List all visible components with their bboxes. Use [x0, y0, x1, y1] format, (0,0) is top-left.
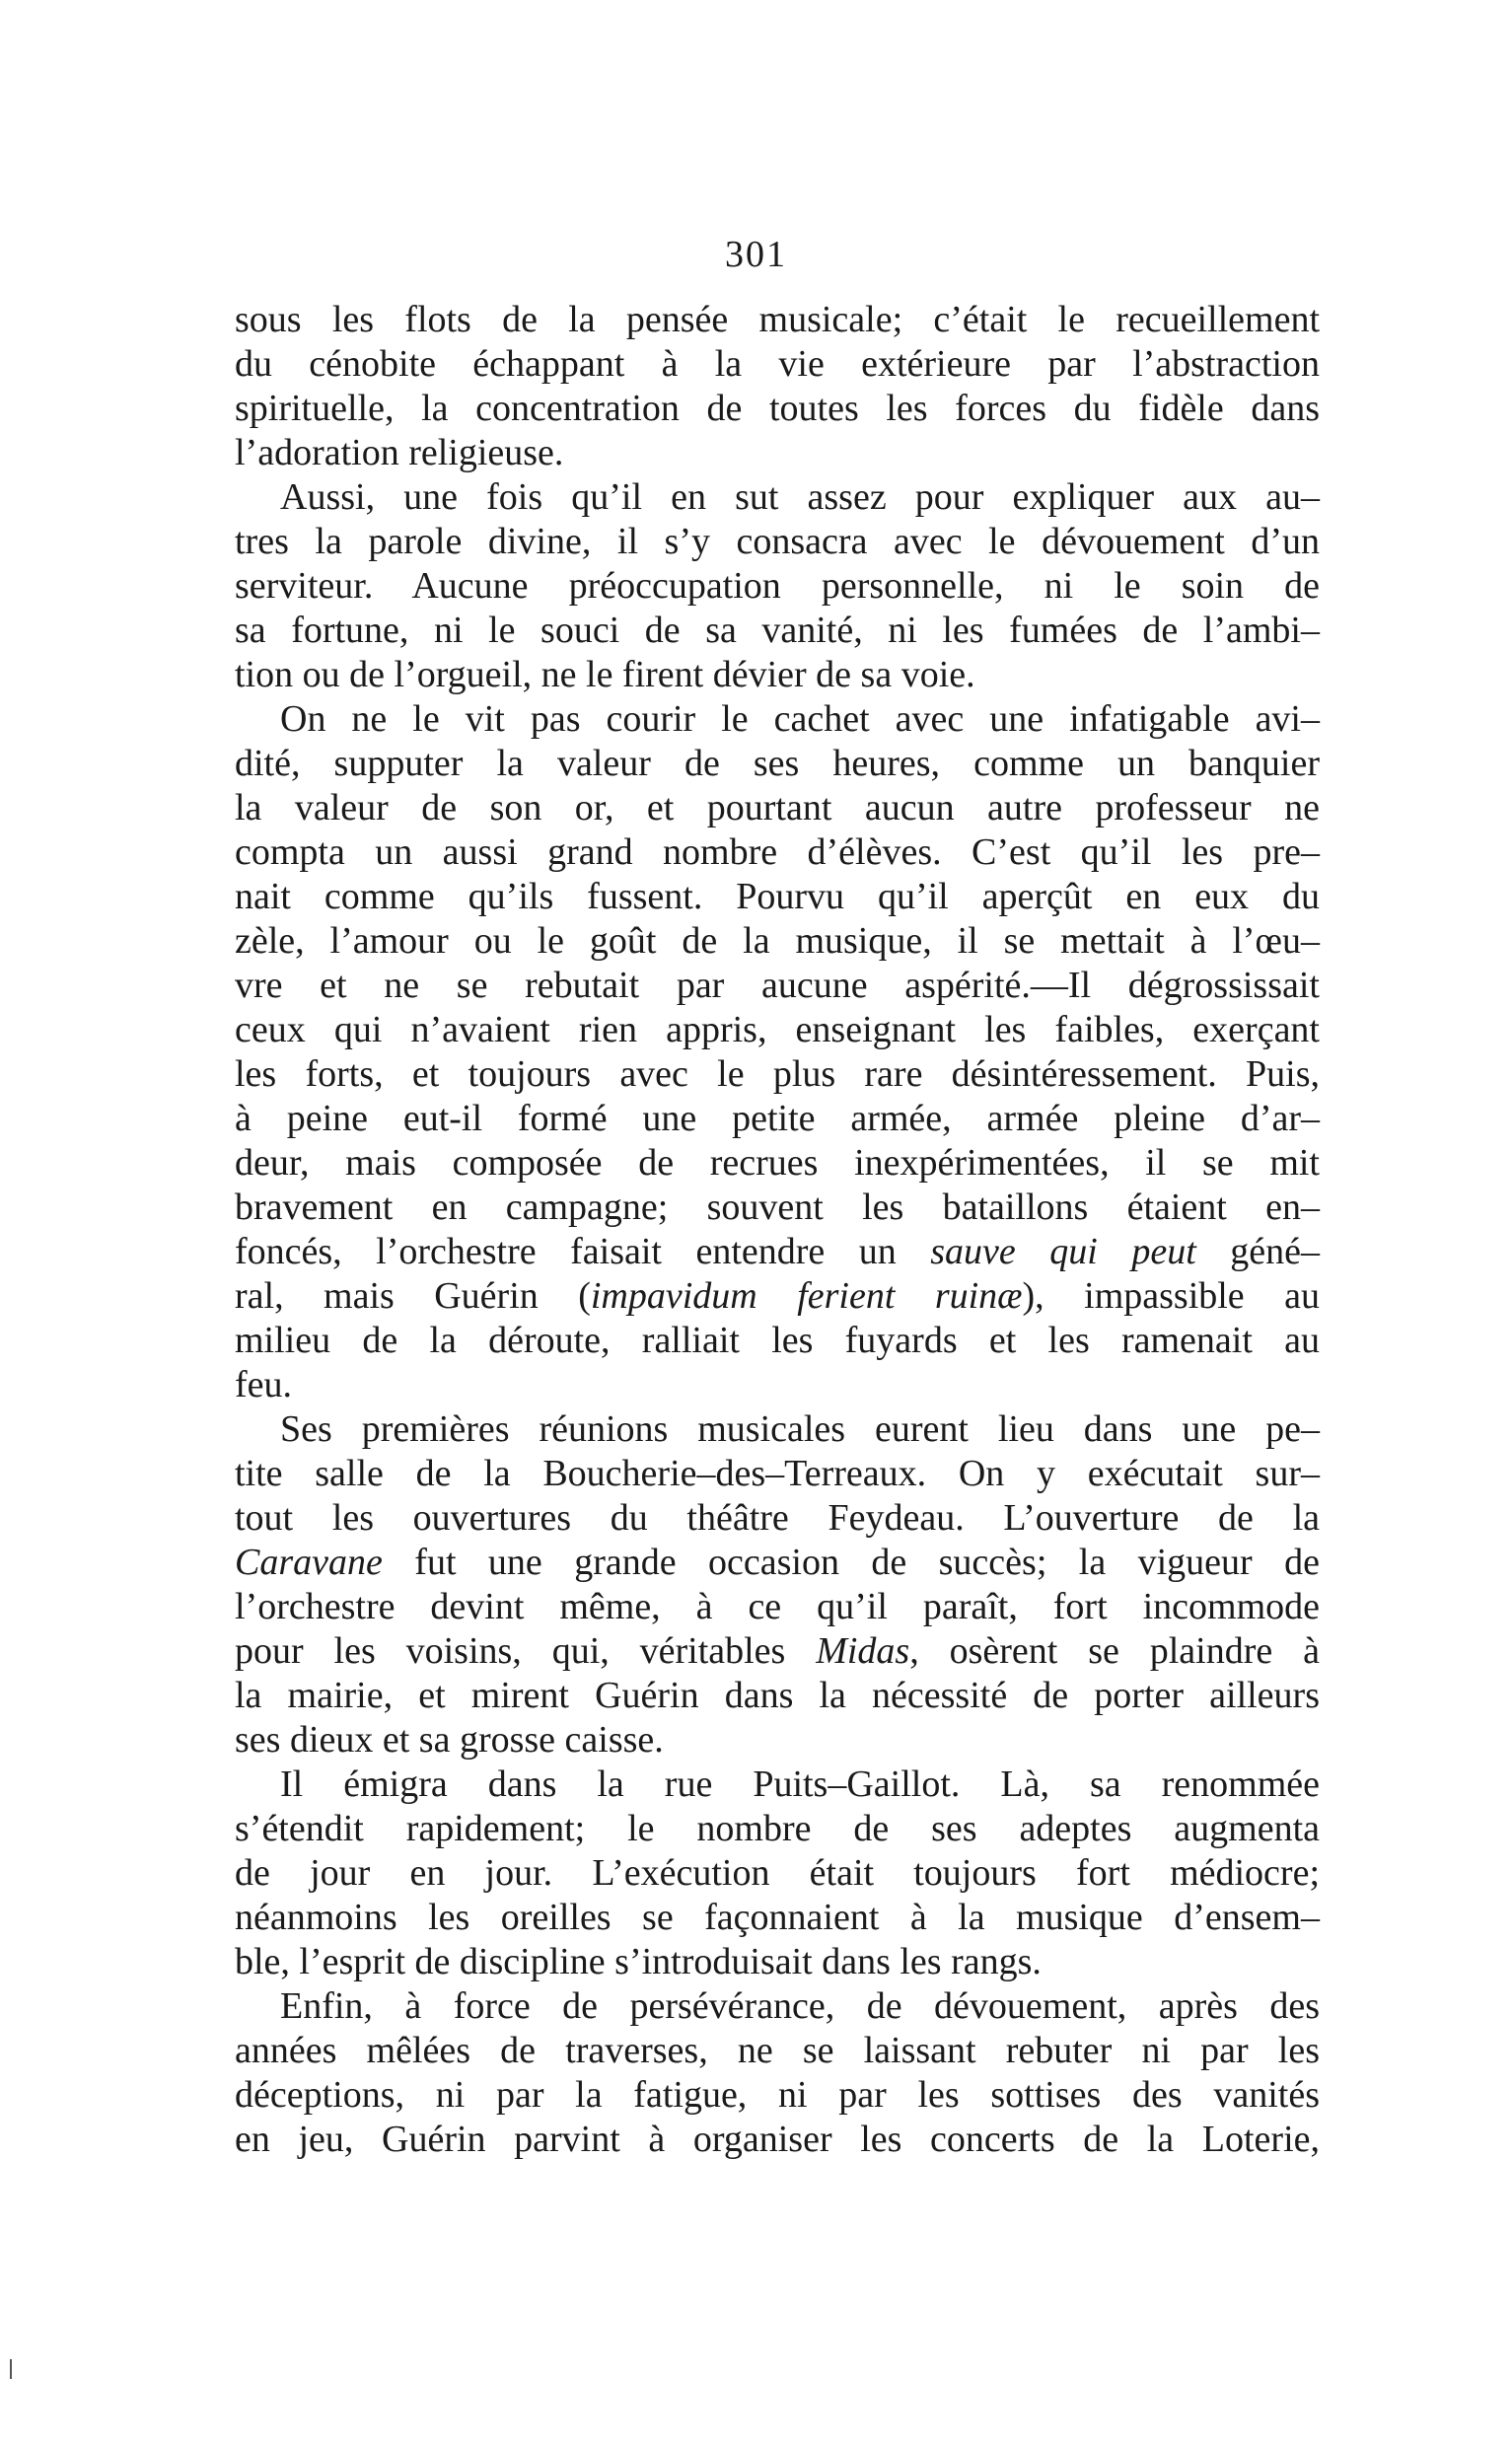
text-segment: Aussi, une fois qu’il en sut assez pour expliquer aux au– [280, 476, 1320, 518]
text-segment: compta un aussi grand nombre d’élèves. C’est qu’il les pre– [235, 831, 1320, 873]
text-segment: ceux qui n’avaient rien appris, enseignant les faibles, exerçant [235, 1009, 1320, 1050]
text-segment: sa fortune, ni le souci de sa vanité, ni les fumées de l’ambi– [235, 610, 1320, 651]
text-line [235, 1052, 1320, 1097]
text-line [235, 1319, 1320, 1363]
text-line [235, 1097, 1320, 1141]
text-segment: dité, supputer la valeur de ses heures, comme un banquier [235, 743, 1320, 784]
italic-text: Midas [816, 1630, 910, 1672]
text-line [235, 1629, 1320, 1674]
text-segment: l’orchestre devint même, à ce qu’il paraît, fort incommode [235, 1586, 1320, 1627]
text-segment: feu. [235, 1364, 293, 1405]
page-number: 301 [725, 234, 787, 275]
text-segment: ), impassible au [1022, 1275, 1320, 1317]
text-line [235, 1984, 1320, 2029]
text-line [235, 1807, 1320, 1851]
text-line [235, 1896, 1320, 1940]
text-line [235, 875, 1320, 919]
text-line [235, 2073, 1320, 2118]
text-segment: foncés, l’orchestre faisait entendre un [235, 1231, 931, 1272]
text-segment: deur, mais composée de recrues inexpérimentées, il se mit [235, 1142, 1320, 1184]
text-line [235, 1407, 1320, 1452]
text-line [235, 520, 1320, 564]
text-line [235, 1186, 1320, 1230]
text-segment: l’adoration religieuse. [235, 432, 564, 473]
text-line [235, 1008, 1320, 1052]
text-line [235, 1541, 1320, 1585]
text-segment: néanmoins les oreilles se façonnaient à la musique d’ensem– [235, 1897, 1320, 1938]
text-segment: tres la parole divine, il s’y consacra avec le dévouement d’un [235, 521, 1320, 562]
text-segment: la mairie, et mirent Guérin dans la nécessité de porter ailleurs [235, 1675, 1320, 1716]
text-line [235, 2029, 1320, 2073]
italic-text: impavidum ferient ruinæ [590, 1275, 1023, 1317]
text-segment: ral, mais Guérin ( [235, 1275, 591, 1317]
text-line [235, 342, 1320, 387]
text-line [235, 1940, 1320, 1984]
text-segment: vre et ne se rebutait par aucune aspérité.—Il dégrossissait [235, 965, 1320, 1006]
text-segment: spirituelle, la concentration de toutes les forces du fidèle dans [235, 388, 1320, 429]
text-segment: du cénobite échappant à la vie extérieure par l’abstraction [235, 343, 1320, 385]
text-line [235, 1496, 1320, 1541]
text-segment: Il émigra dans la rue Puits–Gaillot. Là, sa renommée [280, 1763, 1320, 1805]
text-segment: en jeu, Guérin parvint à organiser les concerts de la Loterie, [235, 2119, 1320, 2160]
text-line [235, 1141, 1320, 1186]
text-segment: géné– [1195, 1231, 1320, 1272]
text-line [235, 1230, 1320, 1274]
text-line [235, 298, 1320, 342]
italic-text: Caravane [235, 1542, 383, 1583]
text-line [235, 653, 1320, 697]
text-segment: déceptions, ni par la fatigue, ni par les sottises des vanités [235, 2074, 1320, 2116]
text-segment: On ne le vit pas courir le cachet avec une infatigable avi– [280, 698, 1320, 740]
text-line [235, 1851, 1320, 1896]
text-segment: serviteur. Aucune préoccupation personnelle, ni le soin de [235, 565, 1320, 607]
text-segment: tion ou de l’orgueil, ne le firent dévier de sa voie. [235, 654, 975, 695]
text-line [235, 1452, 1320, 1496]
text-segment: zèle, l’amour ou le goût de la musique, il se mettait à l’œu– [235, 920, 1320, 962]
text-segment: sous les flots de la pensée musicale; c’était le recueillement [235, 299, 1320, 340]
text-segment: ses dieux et sa grosse caisse. [235, 1719, 664, 1761]
margin-mark [10, 2359, 12, 2379]
text-segment: nait comme qu’ils fussent. Pourvu qu’il aperçût en eux du [235, 876, 1320, 917]
text-line [235, 830, 1320, 875]
text-line [235, 1718, 1320, 1763]
text-segment: fut une grande occasion de succès; la vigueur de [382, 1542, 1320, 1583]
text-segment: la valeur de son or, et pourtant aucun autre professeur ne [235, 787, 1320, 828]
text-segment: pour les voisins, qui, véritables [235, 1630, 817, 1672]
text-line [235, 2118, 1320, 2162]
text-segment: années mêlées de traverses, ne se laissant rebuter ni par les [235, 2030, 1320, 2071]
text-segment: ble, l’esprit de discipline s’introduisait dans les rangs. [235, 1941, 1042, 1982]
text-line [235, 786, 1320, 830]
text-line [235, 1274, 1320, 1319]
text-segment: s’étendit rapidement; le nombre de ses adeptes augmenta [235, 1808, 1320, 1849]
text-segment: milieu de la déroute, ralliait les fuyards et les ramenait au [235, 1320, 1320, 1361]
text-line [235, 742, 1320, 786]
text-line [235, 1674, 1320, 1718]
text-segment: Ses premières réunions musicales eurent lieu dans une pe– [280, 1408, 1320, 1450]
italic-text: sauve qui peut [930, 1231, 1196, 1272]
text-line [235, 1763, 1320, 1807]
text-segment: à peine eut-il formé une petite armée, armée pleine d’ar– [235, 1098, 1320, 1139]
text-line [235, 475, 1320, 520]
text-segment: les forts, et toujours avec le plus rare désintéressement. Puis, [235, 1053, 1320, 1095]
text-segment: tout les ouvertures du théâtre Feydeau. L’ouverture de la [235, 1497, 1320, 1539]
text-line [235, 431, 1320, 475]
text-line [235, 609, 1320, 653]
text-line [235, 964, 1320, 1008]
text-segment: , osèrent se plaindre à [909, 1630, 1320, 1672]
text-line [235, 697, 1320, 742]
body-text [235, 298, 1320, 2162]
text-line [235, 387, 1320, 431]
text-line [235, 564, 1320, 609]
text-segment: tite salle de la Boucherie–des–Terreaux. On y exécutait sur– [235, 1453, 1320, 1494]
text-line [235, 919, 1320, 964]
text-segment: Enfin, à force de persévérance, de dévouement, après des [280, 1985, 1320, 2027]
text-segment: de jour en jour. L’exécution était toujours fort médiocre; [235, 1852, 1320, 1894]
text-segment: bravement en campagne; souvent les bataillons étaient en– [235, 1187, 1320, 1228]
text-line [235, 1363, 1320, 1407]
text-line [235, 1585, 1320, 1629]
